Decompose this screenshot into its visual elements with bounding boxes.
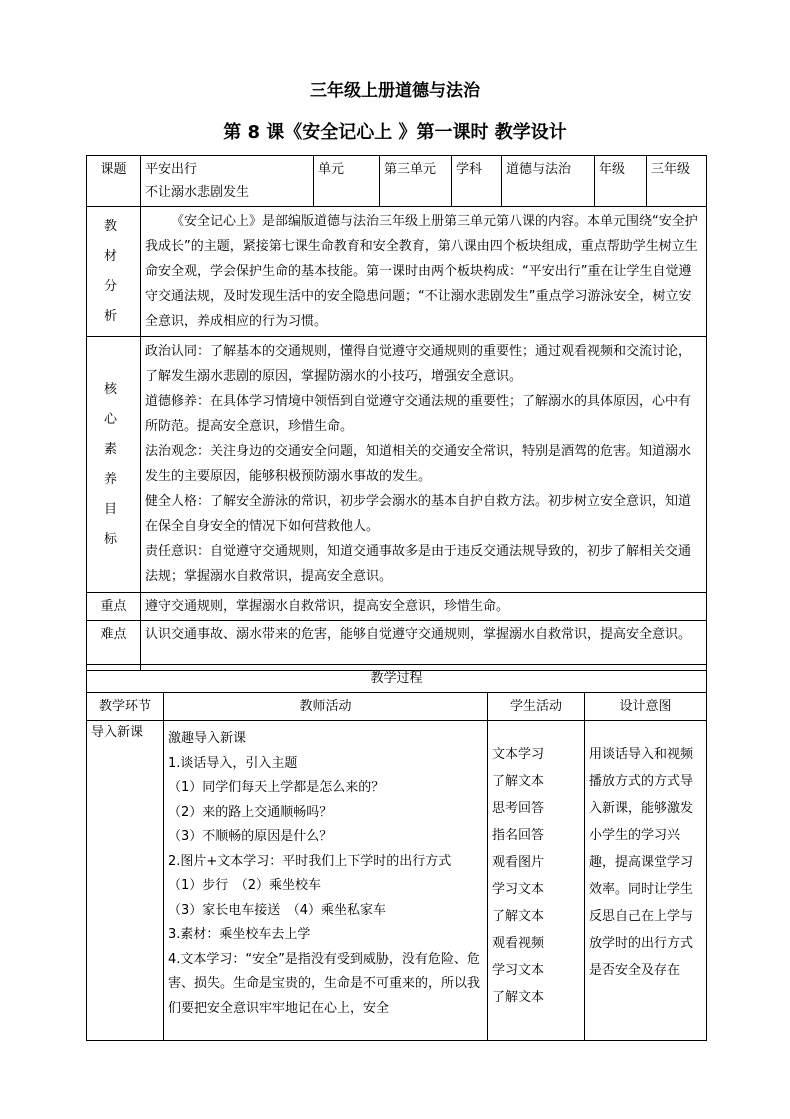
student-line: 学习文本 [492, 963, 545, 978]
header-student: 学生活动 [488, 693, 585, 721]
lesson-subtitle: 第 8 课《安全记心上 》第一课时 教学设计 [223, 122, 567, 143]
student-line: 了解文本 [492, 774, 545, 789]
subject-label: 学科 [452, 156, 502, 207]
teacher-line: （3）家长电车接送 （4）乘坐私家车 [168, 902, 387, 918]
goals-label: 核 心 素 养 目 标 [87, 337, 141, 593]
difficulties-label: 难点 [87, 621, 141, 671]
teacher-line: 激趣导入新课 [168, 731, 247, 746]
student-line: 了解文本 [492, 909, 545, 924]
unit-value: 第三单元 [380, 156, 452, 207]
teacher-line: 4.文本学习：“安全”是指没有受到威胁，没有危险、危害、损失。生命是宝贵的，生命是不可重来的，所以我们要把安全意识牢牢地记在心上，安全 [168, 951, 481, 1016]
student-line: 观看视频 [492, 936, 545, 951]
topic-label: 课题 [87, 156, 141, 207]
analysis-row [87, 207, 707, 337]
student-line: 指名回答 [492, 828, 545, 843]
topic-line-1: 平安出行 [145, 162, 198, 177]
teaching-process-table [86, 664, 707, 1041]
analysis-label: 教 材 分 析 [87, 207, 141, 337]
header-teacher: 教师活动 [164, 693, 488, 721]
key-points-label: 重点 [87, 593, 141, 621]
teacher-line: （1）同学们每天上学都是怎么来的？ [168, 780, 385, 795]
design-intent-cell: 用谈话导入和视频播放方式的方式导入新课，能够激发小学生的学习兴趣，提高课堂学习效率。同时让学生反思自己在上学与放学时的出行方式是否安全及存在 [585, 721, 707, 1041]
process-row [87, 721, 707, 1041]
process-header-row [87, 693, 707, 721]
subject-value: 道德与法治 [502, 156, 595, 207]
difficulties-text: 认识交通事故、溺水带来的危害，能够自觉遵守交通规则，掌握溺水自救常识，提高安全意识。 [141, 621, 707, 671]
goals-text [141, 337, 707, 593]
teacher-line: 3.素材：乘坐校车去上学 [168, 927, 311, 942]
info-row [87, 156, 707, 207]
goals-row [87, 337, 707, 593]
grade-label: 年级 [595, 156, 647, 207]
lesson-info-table [86, 155, 707, 671]
student-activity-cell [488, 721, 585, 1041]
student-line: 观看图片 [492, 855, 545, 870]
key-points-row [87, 593, 707, 621]
grade-value: 三年级 [647, 156, 707, 207]
goal-item: 健全人格：了解安全游泳的常识，初步学会溺水的基本自护自救方法。初步树立安全意识，知道在保全自身安全的情况下如何营救他人。 [145, 494, 692, 534]
process-title: 教学过程 [87, 665, 707, 693]
teacher-line: 2.图片+文本学习：平时我们上下学时的出行方式 [168, 853, 452, 869]
goal-item: 政治认同：了解基本的交通规则，懂得自觉遵守交通规则的重要性；通过观看视频和交流讨论，了解发生溺水悲剧的原因，掌握防溺水的小技巧，增强安全意识。 [145, 344, 692, 384]
difficulties-row [87, 621, 707, 671]
header-intent: 设计意图 [585, 693, 707, 721]
student-line: 文本学习 [492, 747, 545, 762]
teacher-line: （3）不顺畅的原因是什么？ [168, 829, 333, 844]
teacher-line: （1）步行 （2）乘坐校车 [168, 878, 322, 893]
goal-item: 责任意识：自觉遵守交通规则，知道交通事故多是由于违反交通法规导致的，初步了解相关交通法规；掌握溺水自救常识，提高安全意识。 [145, 544, 692, 584]
process-title-row [87, 665, 707, 693]
student-line: 了解文本 [492, 990, 545, 1005]
student-line: 学习文本 [492, 882, 545, 897]
unit-label: 单元 [314, 156, 380, 207]
header-stage: 教学环节 [87, 693, 164, 721]
topic-value [141, 156, 314, 207]
teacher-line: 1.谈话导入，引入主题 [168, 755, 298, 771]
analysis-text: 《安全记心上》是部编版道德与法治三年级上册第三单元第八课的内容。本单元围绕“安全护我成长”的主题，紧接第七课生命教育和安全教育，第八课由四个板块组成，重点帮助学生树立生命安全观，学会保护生命的基本技能。第一课时由两个板块构成：“平安出行”重在让学生自觉遵守交通法规，及时发现生活中的安全隐患问题；“不让溺水悲剧发生”重点学习游泳安全，树立安全意识，养成相应的行为习惯。 [141, 207, 707, 337]
document-title: 三年级上册道德与法治 [310, 81, 480, 101]
teacher-activity-cell [164, 721, 488, 1041]
student-line: 思考回答 [492, 801, 545, 816]
topic-line-2: 不让溺水悲剧发生 [145, 185, 250, 200]
stage-cell: 导入新课 [87, 721, 164, 1041]
goal-item: 法治观念：关注身边的交通安全问题，知道相关的交通安全常识，特别是酒驾的危害。知道溺水发生的主要原因，能够积极预防溺水事故的发生。 [145, 444, 692, 484]
key-points-text: 遵守交通规则，掌握溺水自救常识，提高安全意识，珍惜生命。 [141, 593, 707, 621]
goal-item: 道德修养：在具体学习情境中领悟到自觉遵守交通法规的重要性；了解溺水的具体原因，心中有所防范。提高安全意识，珍惜生命。 [145, 394, 692, 434]
teacher-line: （2）来的路上交通顺畅吗？ [168, 804, 333, 820]
